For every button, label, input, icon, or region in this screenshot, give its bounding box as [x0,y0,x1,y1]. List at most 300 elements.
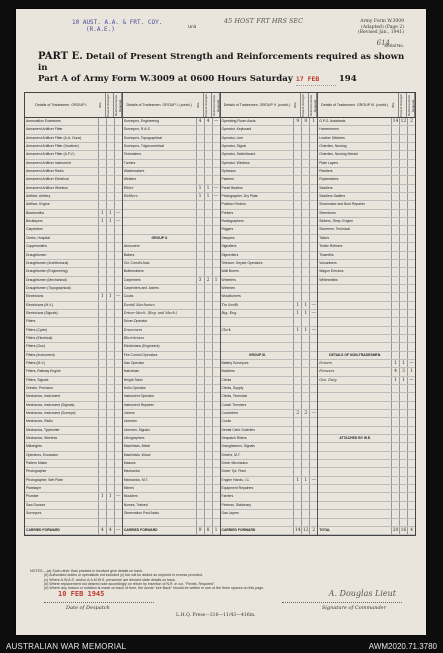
trade-label: Surveyors, Engineering [123,119,159,123]
trade-label: Mechanics, M.T. [123,477,149,482]
count-cell: 1 [407,368,415,375]
trade-label: Bricklayers [26,219,43,224]
trade-label: Operator, Signal [221,144,247,149]
count-cell: 1 [309,118,317,125]
trade-label [318,302,391,309]
table-row [221,377,318,385]
trade-label: Blacksmiths [26,210,45,215]
count-cell [204,485,212,492]
trade-label: Position Finders [221,202,246,207]
trade-label: Fire Control Operators [123,352,158,357]
count-cell [407,385,415,392]
count-cell [293,502,301,509]
notes-block [30,569,410,590]
count-cell [399,435,407,442]
trade-label: Machinists, Wood [123,452,151,457]
count-cell [301,360,309,367]
count-cell [204,519,212,526]
count-cell [196,493,204,500]
count-cell [293,201,301,208]
count-cell [309,260,317,267]
count-cell [293,402,301,409]
count-cell [196,502,204,509]
table-row [318,168,415,176]
form-page [16,9,426,635]
table-row [25,343,122,351]
count-cell [204,126,212,133]
serial-handwritten: 614 [376,39,390,47]
count-cell: 1 [293,327,301,334]
count-cell [301,460,309,467]
count-cell: 14 [392,119,399,124]
count-cell [212,502,220,509]
table-row [221,352,318,360]
table-row [123,443,220,451]
count-cell [301,393,309,400]
table-row [318,118,415,126]
count-cell [309,151,317,158]
count-cell [301,468,309,475]
table-row [318,318,415,326]
count-cell [301,168,309,175]
count-cell [309,352,317,359]
trade-label: Wagon Erectors [319,269,344,274]
count-cell: — [114,527,122,534]
table-row [318,151,415,159]
count-cell [301,151,309,158]
trade-label [318,293,391,300]
count-cell [114,418,122,425]
trade-label: Whitesmiths [319,277,338,282]
count-cell [391,452,399,459]
count-cell [293,335,301,342]
trade-label: Dental Mechanics [123,302,155,307]
count-cell [204,460,212,467]
trade-label: Operator, Wireless [221,160,250,165]
trade-label: Orderlies, Nursing Mental [319,152,358,157]
table-row [123,201,220,209]
count-cell [293,126,301,133]
count-cell [399,210,407,217]
count-cell [309,519,317,526]
trade-label: Saddlers [319,185,333,190]
count-cell [212,343,220,350]
trade-label: Welders [123,177,137,182]
count-cell [114,126,122,133]
count-cell [407,293,415,300]
count-cell [407,485,415,492]
count-cell [301,226,309,233]
count-cell [98,435,106,442]
note-line: NOTES.—(a) Such other than privates in involved give details on back. [30,569,143,573]
count-cell [114,226,122,233]
count-cell [98,176,106,183]
count-cell [391,193,399,200]
count-header: Reinforcements Required. [309,94,318,116]
count-cell [98,260,106,267]
table-row [318,310,415,318]
count-cell [293,143,301,150]
count-cell [407,335,415,342]
count-cell [212,510,220,517]
trade-label: Millwrights [26,444,42,449]
count-cell [293,385,301,392]
count-cell [114,135,122,142]
trade-label: Mechanics, Instrument (Surveys) [26,411,76,416]
trade-label: Clerks, Supply [221,386,244,390]
table-row [25,393,122,401]
count-cell [212,519,220,526]
count-cell: — [114,293,122,300]
count-cell [407,151,415,158]
note-line: (c) Where A.W.A.S. and/or A.A.M.W.S. personnel are desired state details on back. [44,577,176,582]
table-row [123,210,220,218]
count-cell [204,385,212,392]
count-cell [407,252,415,259]
count-cell [407,218,415,225]
table-row [221,360,318,368]
count-cell [212,477,220,484]
table-row [123,385,220,393]
count-cell [399,226,407,233]
count-cell [196,210,204,217]
count-cell [391,293,399,300]
table-row [221,143,318,151]
count-cell [407,343,415,350]
count-cell [309,402,317,409]
trade-label [318,510,391,517]
year-field: 194 [338,74,357,84]
count-cell [212,318,220,325]
trade-label: Draughtsmen (Topographical) [26,285,71,290]
count-cell [293,318,301,325]
trade-label: Coppersmiths [26,244,47,249]
count-cell [301,135,309,142]
count-cell [98,352,106,359]
count-cell [293,235,301,242]
count-cell [309,393,317,400]
trade-label [318,393,391,400]
table-row [25,418,122,426]
count-cell: 2 [204,277,212,284]
count-cell: — [407,377,415,384]
count-cell [204,410,212,417]
count-cell [212,143,220,150]
trade-label [123,201,196,208]
count-cell [196,485,204,492]
trade-label: Saddlers Sadlers [319,194,346,199]
count-cell [212,160,220,167]
count-header: Reinforcements Required. [211,94,220,116]
count-cell [399,410,407,417]
count-cell [106,193,114,200]
count-cell [98,402,106,409]
table-row [221,393,318,401]
count-cell [399,260,407,267]
count-cell [98,418,106,425]
count-cell [196,435,204,442]
count-cell [196,293,204,300]
trade-label: Tinsmiths [319,252,334,257]
trade-label: Joiners [123,411,135,416]
count-cell [309,293,317,300]
table-row [25,477,122,485]
table-row [123,452,220,460]
count-cell [309,460,317,467]
count-cell [407,302,415,309]
trade-label: Operating Room Assts. [221,119,257,123]
count-cell [407,193,415,200]
table-row [25,360,122,368]
count-cell [204,260,212,267]
count-cell [293,260,301,267]
count-cell [301,385,309,392]
trade-label: Welders [123,194,138,199]
table-row [318,477,415,485]
trade-label: Cooks [123,294,134,299]
table-row [221,510,318,518]
table-row [25,310,122,318]
count-header: W.E. [196,93,204,117]
count-cell [293,427,301,434]
table-row [318,201,415,209]
count-cell [301,293,309,300]
count-cell [309,210,317,217]
count-header: W.E. [293,93,301,117]
count-cell [106,243,114,250]
count-cell [106,185,114,192]
despatch-label: Date of Despatch [66,605,110,611]
count-cell: 1 [106,293,114,300]
table-row [25,335,122,343]
count-cell [309,368,317,375]
table-row [318,377,415,385]
count-cell [309,201,317,208]
count-cell [309,285,317,292]
count-header: W.E. [98,93,106,117]
trade-label: Draughtsmen (Engineering) [26,269,68,274]
count-cell [301,435,309,442]
table-row [318,343,415,351]
count-cell [391,168,399,175]
trade-label: Drivers [319,360,332,365]
count-cell [212,252,220,259]
count-cell [98,235,106,242]
table-row [25,260,122,268]
table-row [25,218,122,226]
table-row [221,185,318,193]
trade-label: Steerdores [319,210,336,215]
table-row [318,176,415,184]
count-cell [106,435,114,442]
count-cell: 2 [293,410,301,417]
count-cell [399,235,407,242]
count-cell [196,468,204,475]
count-cell [309,143,317,150]
count-cell [391,226,399,233]
table-column [220,93,318,535]
count-cell [212,377,220,384]
trade-label: Boilermakers [123,269,144,274]
table-row [123,252,220,260]
count-cell [309,226,317,233]
count-cell: 9 [293,118,301,125]
trade-label: Watchmakers [123,169,145,174]
count-cell [309,377,317,384]
count-cell [391,302,399,309]
trade-label: Tailors [319,235,330,240]
count-cell [407,393,415,400]
count-cell [114,335,122,342]
count-header: Present Strength. [204,93,212,117]
count-cell [391,285,399,292]
count-cell [98,285,106,292]
table-row [123,360,220,368]
count-cell: 2 [407,118,415,125]
count-cell [407,510,415,517]
count-cell [407,226,415,233]
count-cell [98,226,106,233]
table-row [318,410,415,418]
count-cell [407,327,415,334]
count-cell [309,126,317,133]
count-cell [204,443,212,450]
count-cell [114,385,122,392]
table-row [123,502,220,510]
count-cell [98,335,106,342]
table-row [221,493,318,501]
trade-label: Carpenters and Joiners [123,285,159,290]
table-row [123,418,220,426]
count-cell: 16 [400,527,407,533]
trade-label: Clerk [221,327,231,332]
count-cell [204,452,212,459]
table-row [123,327,220,335]
table-row [123,352,220,360]
count-cell [106,335,114,342]
count-cell [391,435,399,442]
table-row [123,277,220,285]
table-row [123,268,220,276]
table-row [221,302,318,310]
count-header: Present Strength. [106,93,114,117]
count-cell [196,393,204,400]
trade-label: Fitters (Instrument) [26,352,55,357]
count-cell [196,418,204,425]
table-row [318,126,415,134]
table-row [123,510,220,518]
count-cell [309,418,317,425]
table-row [25,402,122,410]
table-row [25,277,122,285]
count-cell [212,352,220,359]
count-cell [391,310,399,317]
count-cell [293,360,301,367]
count-cell [293,185,301,192]
trade-label: Hammermen [319,127,339,132]
count-cell [204,318,212,325]
count-cell [106,468,114,475]
trade-label: Moulders [123,494,138,499]
table-row [25,243,122,251]
archive-id: AWM2020.71.3780 [368,642,437,651]
count-cell [301,235,309,242]
count-cell [309,360,317,367]
table-column [25,93,122,535]
count-cell [212,385,220,392]
table-row [221,193,318,201]
table-row [123,143,220,151]
count-cell [204,252,212,259]
count-cell [114,427,122,434]
count-cell [106,418,114,425]
count-cell [301,210,309,217]
count-cell [196,176,204,183]
count-cell [293,468,301,475]
count-cell [106,226,114,233]
count-cell [391,427,399,434]
count-cell [196,143,204,150]
trade-label: Turners [123,160,136,165]
count-cell [212,335,220,342]
table-row [25,193,122,201]
trade-label: Linemen, Signals [123,427,150,432]
count-cell [309,176,317,183]
trade-label: Electricians (Signals) [26,310,58,315]
count-cell [196,135,204,142]
table-row [123,118,220,126]
count-cell [114,360,122,367]
count-cell [114,268,122,275]
count-cell: 4 [196,118,204,125]
table-row [221,368,318,376]
table-row [25,352,122,360]
table-row [221,502,318,510]
table-row [221,402,318,410]
count-cell [399,493,407,500]
count-header: Present Strength. [301,93,309,117]
count-cell [212,235,220,242]
count-cell [98,460,106,467]
count-cell [301,160,309,167]
count-cell [399,252,407,259]
count-cell [196,510,204,517]
table-row [318,502,415,510]
table-row [25,160,122,168]
count-cell [212,151,220,158]
count-cell [293,193,301,200]
table-row [318,435,415,443]
count-cell: 4 [391,368,399,375]
count-cell [309,435,317,442]
trade-label: Dental Clerk Orderlies [221,427,255,432]
serial-label: Serial No. [384,43,404,48]
count-cell [309,218,317,225]
count-cell [391,201,399,208]
trade-label: Surveyors, R.A.S. [123,127,151,132]
table-row [221,310,318,318]
trade-label: Grinder, Precision [26,386,53,390]
count-cell [293,519,301,526]
count-cell [196,352,204,359]
count-cell [114,243,122,250]
count-cell [196,151,204,158]
count-cell [106,343,114,350]
trade-label: TOTAL [319,527,331,532]
trade-label: Tin Smith [221,302,239,307]
count-cell [391,502,399,509]
count-cell: 1 [301,310,309,317]
